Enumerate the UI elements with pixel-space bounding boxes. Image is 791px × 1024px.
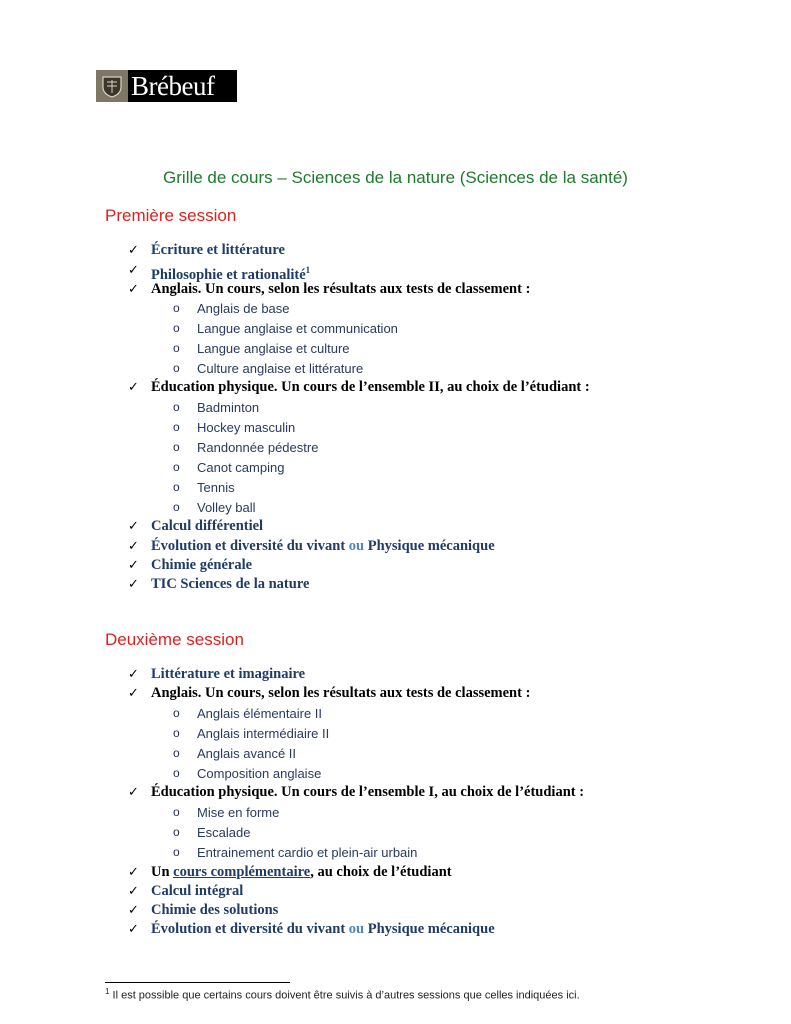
bullet-icon: o <box>173 805 180 819</box>
bullet-icon: o <box>173 400 180 414</box>
crest-icon <box>96 70 128 102</box>
check-icon: ✓ <box>128 667 139 682</box>
course-chimie-generale: Chimie générale <box>151 557 253 573</box>
logo-wordmark: Brébeuf <box>131 71 215 101</box>
check-icon: ✓ <box>128 558 139 573</box>
bullet-icon: o <box>173 420 180 434</box>
bullet-icon: o <box>173 726 180 740</box>
footnote-ref: 1 <box>305 265 311 275</box>
course-anglais: Anglais. Un cours, selon les résultats aux tests de classement : <box>151 281 531 297</box>
bullet-icon: o <box>173 500 180 514</box>
course-education-physique: Éducation physique. Un cours de l’ensemble I, au choix de l’étudiant : <box>151 784 585 800</box>
brebeuf-logo <box>96 70 237 102</box>
course-evolution-ou-physique: Évolution et diversité du vivant ou Physique mécanique <box>151 921 495 937</box>
check-icon: ✓ <box>128 243 139 258</box>
course-chimie-solutions: Chimie des solutions <box>151 902 279 918</box>
bullet-icon: o <box>173 341 180 355</box>
course-evolution-ou-physique: Évolution et diversité du vivant ou Physique mécanique <box>151 538 495 554</box>
course-calcul-integral: Calcul intégral <box>151 883 244 899</box>
footnote-divider <box>105 982 290 983</box>
bullet-icon: o <box>173 766 180 780</box>
page-title: Grille de cours – Sciences de la nature (Sciences de la santé) <box>163 168 628 187</box>
bullet-icon: o <box>173 321 180 335</box>
course-ecriture: Écriture et littérature <box>151 242 285 258</box>
session-2-heading: Deuxième session <box>105 630 244 649</box>
course-philosophie: Philosophie et rationalité$^1$ <box>151 265 311 283</box>
course-litterature: Littérature et imaginaire <box>151 666 306 682</box>
bullet-icon: o <box>173 460 180 474</box>
check-icon: ✓ <box>128 865 139 880</box>
bullet-icon: o <box>173 440 180 454</box>
bullet-icon: o <box>173 825 180 839</box>
footnote-number: 1 <box>105 987 110 996</box>
course-calcul-differentiel: Calcul différentiel <box>151 518 264 534</box>
check-icon: ✓ <box>128 380 139 395</box>
check-icon: ✓ <box>128 539 139 554</box>
bullet-icon: o <box>173 746 180 760</box>
footnote-text: Il est possible que certains cours doivent être suivis à d’autres sessions que celles indiquées ici. <box>112 989 580 1002</box>
course-education-physique: Éducation physique. Un cours de l’ensemble II, au choix de l’étudiant : <box>151 379 590 395</box>
cours-complementaire-link[interactable]: cours complémentaire <box>173 864 311 880</box>
check-icon: ✓ <box>128 577 139 592</box>
check-icon: ✓ <box>128 922 139 937</box>
check-icon: ✓ <box>128 686 139 701</box>
course-tic: TIC Sciences de la nature <box>151 576 310 592</box>
bullet-icon: o <box>173 706 180 720</box>
check-icon: ✓ <box>128 282 139 297</box>
footnote <box>105 987 580 1002</box>
bullet-icon: o <box>173 301 180 315</box>
check-icon: ✓ <box>128 903 139 918</box>
bullet-icon: o <box>173 845 180 859</box>
check-icon: ✓ <box>128 785 139 800</box>
bullet-icon: o <box>173 361 180 375</box>
check-icon: ✓ <box>128 263 139 278</box>
course-anglais: Anglais. Un cours, selon les résultats aux tests de classement : <box>151 685 531 701</box>
bullet-icon: o <box>173 480 180 494</box>
check-icon: ✓ <box>128 519 139 534</box>
check-icon: ✓ <box>128 884 139 899</box>
course-complementaire: Un cours complémentaire, au choix de l’étudiant <box>151 864 452 880</box>
session-1-heading: Première session <box>105 206 237 225</box>
